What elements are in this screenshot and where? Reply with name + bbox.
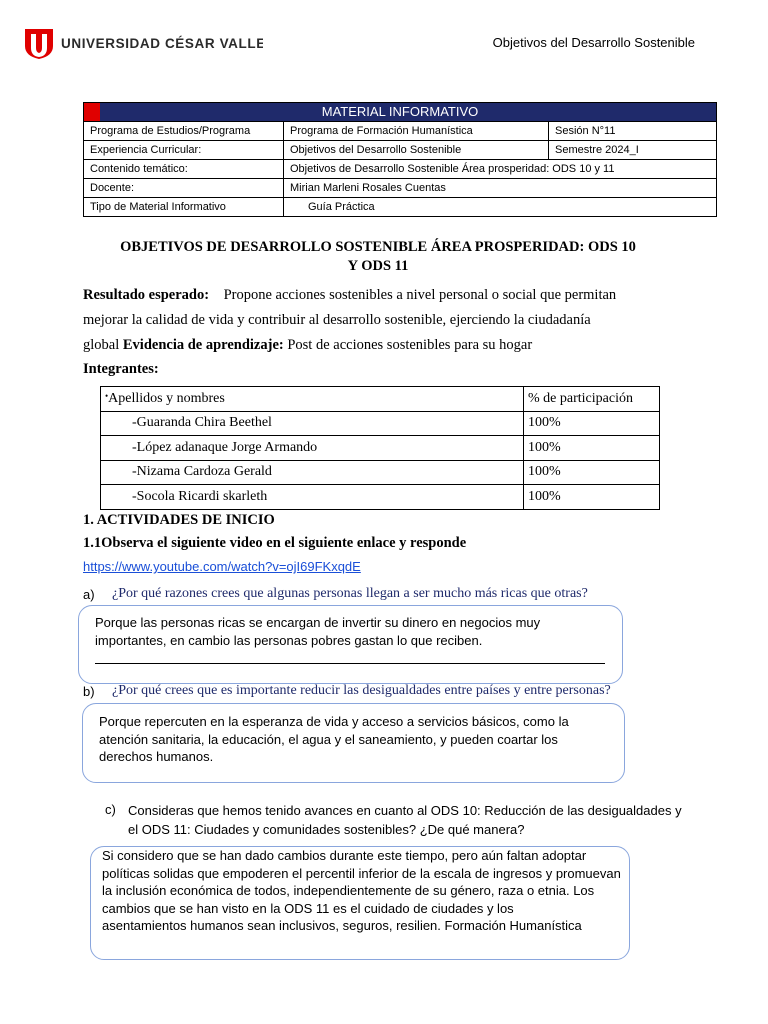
answer-line: políticas solidas que empoderen el percentil inferior de la escala de ingresos y promuevan	[102, 865, 621, 881]
row-label: Tipo de Material Informativo	[84, 198, 284, 217]
result-text-1: Propone acciones sostenibles a nivel personal o social que permitan	[223, 287, 617, 303]
question-text: ¿Por qué razones crees que algunas personas llegan a ser mucho más ricas que otras?	[112, 586, 588, 601]
answer-line: Porque repercuten en la esperanza de vida y acceso a servicios básicos, como la	[99, 714, 569, 729]
col-header-pct: % de participación	[524, 387, 660, 412]
row-label: Experiencia Curricular:	[84, 141, 284, 160]
row-value: Mirian Marleni Rosales Cuentas	[284, 179, 717, 198]
members-table	[100, 386, 660, 510]
table-row	[101, 411, 660, 436]
answer-line: cambios que se han visto en la ODS 11 es el cuidado de ciudades y los	[102, 900, 514, 916]
row-value: Guía Práctica	[284, 198, 717, 217]
question-letter: c)	[105, 802, 116, 817]
question-line: el ODS 11: Ciudades y comunidades sostenibles? ¿De qué manera?	[128, 822, 525, 837]
member-pct: 100%	[524, 460, 660, 485]
question-letter: b)	[83, 684, 95, 699]
table-row	[84, 179, 717, 198]
member-name: -Socola Ricardi skarleth	[101, 485, 524, 510]
member-pct: 100%	[524, 485, 660, 510]
document-title	[83, 238, 673, 276]
member-pct: 100%	[524, 411, 660, 436]
material-heading-cell	[84, 103, 717, 122]
material-heading: MATERIAL INFORMATIVO	[321, 104, 479, 119]
table-row	[84, 122, 717, 141]
title-line-1: OBJETIVOS DE DESARROLLO SOSTENIBLE ÁREA PROSPERIDAD: ODS 10	[120, 239, 636, 255]
table-row	[101, 485, 660, 510]
answer-box[interactable]	[90, 846, 630, 960]
answer-line: atención sanitaria, la educación, el agua y el saneamiento, y pueden coartar los	[99, 731, 558, 747]
ucv-shield-icon	[23, 26, 263, 60]
question-line: Consideras que hemos tenido avances en cuanto al ODS 10: Reducción de las desigualdades y	[128, 803, 682, 818]
row-label: Programa de Estudios/Programa	[84, 122, 284, 141]
row-label: Docente:	[84, 179, 284, 198]
answer-line: derechos humanos.	[99, 749, 214, 764]
question-letter: a)	[83, 587, 95, 602]
answer-line: Porque las personas ricas se encargan de invertir su dinero en negocios muy	[95, 615, 541, 630]
material-info-table	[83, 102, 717, 217]
title-line-2: Y ODS 11	[347, 258, 409, 274]
result-text-3: global	[83, 337, 120, 353]
table-row	[84, 160, 717, 179]
evidence-text: Post de acciones sostenibles para su hogar	[287, 337, 533, 353]
member-name: -López adanaque Jorge Armando	[101, 436, 524, 461]
section-subtitle: 1.1Observa el siguiente video en el siguiente enlace y responde	[83, 535, 467, 551]
question-text	[128, 801, 682, 839]
answer-line: Si considero que se han dado cambios durante este tiempo, pero aún faltan adoptar	[102, 848, 587, 863]
question-text: ¿Por qué crees que es importante reducir las desigualdades entre países y entre personas?	[112, 683, 611, 698]
section-title: 1. ACTIVIDADES DE INICIO	[83, 512, 275, 528]
row-extra: Sesión N°11	[549, 122, 717, 141]
answer-line: la inclusión económica de todos, independientemente de su género, raza o etnia. Los	[102, 883, 595, 898]
member-pct: 100%	[524, 436, 660, 461]
table-row	[84, 141, 717, 160]
answer-box[interactable]	[82, 703, 625, 783]
row-value: Objetivos del Desarrollo Sostenible	[284, 141, 549, 160]
expected-result	[83, 283, 683, 380]
fill-line	[95, 663, 605, 664]
member-name: -Nizama Cardoza Gerald	[101, 460, 524, 485]
university-name: UNIVERSIDAD CÉSAR VALLEJO	[61, 36, 263, 51]
answer-line: importantes, en cambio las personas pobres gastan lo que reciben.	[95, 632, 483, 648]
red-marker	[84, 103, 100, 121]
table-header-row: •Apellidos y nombres % de participación	[101, 387, 660, 412]
row-value: Programa de Formación Humanística	[284, 122, 549, 141]
row-extra: Semestre 2024_I	[549, 141, 717, 160]
video-link[interactable]: https://www.youtube.com/watch?v=ojI69FKxqdE	[83, 559, 361, 574]
result-label: Resultado esperado:	[83, 287, 210, 303]
result-text-2: mejorar la calidad de vida y contribuir al desarrollo sostenible, ejerciendo la ciudadanía	[83, 312, 591, 328]
evidence-label: Evidencia de aprendizaje:	[122, 337, 284, 353]
row-value: Objetivos de Desarrollo Sostenible Área prosperidad: ODS 10 y 11	[284, 160, 717, 179]
table-row	[101, 460, 660, 485]
col-header-name: Apellidos y nombres	[108, 390, 225, 406]
answer-box[interactable]	[78, 605, 623, 684]
table-row	[101, 436, 660, 461]
table-row	[84, 198, 717, 217]
member-name: -Guaranda Chira Beethel	[101, 411, 524, 436]
row-label: Contenido temático:	[84, 160, 284, 179]
header-title: Objetivos del Desarrollo Sostenible	[492, 35, 695, 50]
answer-line: asentamientos humanos sean inclusivos, seguros, resilien. Formación Humanística	[102, 918, 582, 933]
university-logo	[23, 26, 263, 60]
members-label: Integrantes:	[83, 361, 159, 377]
